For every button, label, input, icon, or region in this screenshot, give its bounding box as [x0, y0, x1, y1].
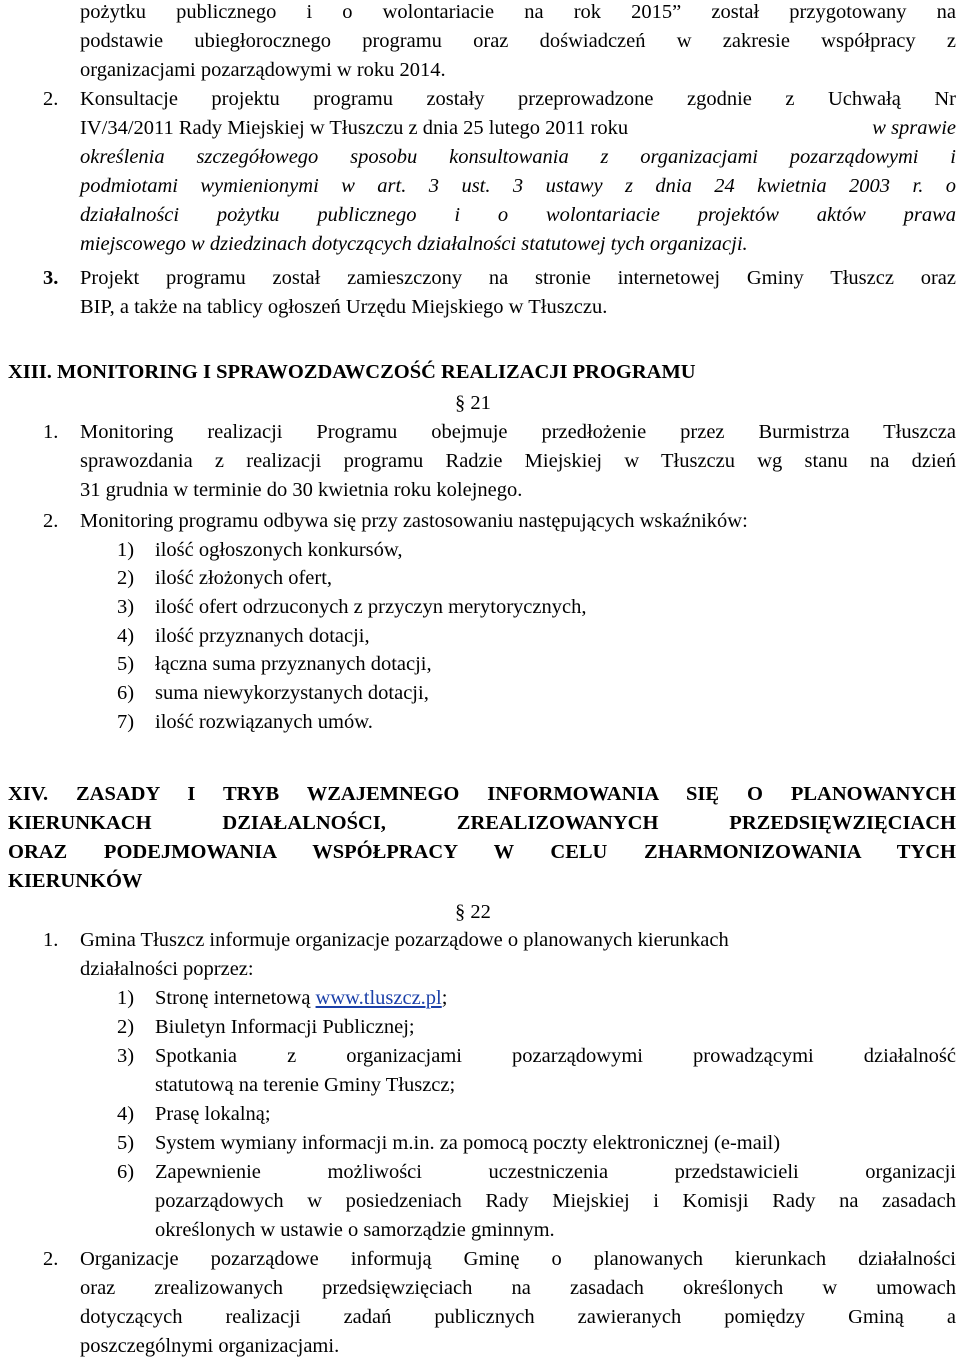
section-14-heading-line-1: XIV. ZASADY I TRYB WZAJEMNEGO INFORMOWANIA SIĘ O PLANOWANYCH	[8, 783, 956, 805]
way-1-text	[155, 984, 447, 1013]
indicator-number: 1)	[117, 539, 135, 561]
way-1-suffix: ;	[441, 987, 448, 1009]
way-number: 4)	[117, 1103, 135, 1125]
section-13-point-2-line-1: Monitoring programu odbywa się przy zastosowaniu następujących wskaźników:	[80, 510, 748, 532]
item-3-line-1: Projekt programu został zamieszczony na stronie internetowej Gminy Tłuszcz oraz	[80, 267, 956, 289]
way-1-label: Stronę internetową	[155, 987, 316, 1009]
section-14-point-2-line-1: Organizacje pozarządowe informują Gminę o planowanych kierunkach działalności	[80, 1248, 956, 1270]
item-2-line-5: działalności pożytku publicznego i o wolontariacie projektów aktów prawa	[80, 204, 956, 226]
intro-line-3: organizacjami pozarządowymi w roku 2014.	[80, 59, 446, 81]
indicator-number: 7)	[117, 711, 135, 733]
indicator-number: 4)	[117, 625, 135, 647]
way-number: 5)	[117, 1132, 135, 1154]
indicator-text: ilość przyznanych dotacji,	[155, 625, 370, 647]
item-2-line-4: podmiotami wymienionymi w art. 3 ust. 3 ustawy z dnia 24 kwietnia 2003 r. o	[80, 175, 956, 197]
section-13-point-1-line-2: sprawozdania z realizacji programu Radzie Miejskiej w Tłuszczu wg stanu na dzień	[80, 450, 956, 472]
indicator-text: ilość ogłoszonych konkursów,	[155, 539, 403, 561]
item-3-line-2: BIP, a także na tablicy ogłoszeń Urzędu Miejskiego w Tłuszczu.	[80, 296, 608, 318]
item-2-line-2-text: IV/34/2011 Rady Miejskiej w Tłuszczu z dnia 25 lutego 2011 roku	[80, 117, 629, 139]
way-number: 2)	[117, 1016, 135, 1038]
indicator-number: 3)	[117, 596, 135, 618]
section-14-point-1-line-2: działalności poprzez:	[80, 958, 254, 980]
website-link[interactable]: www.tluszcz.pl	[315, 987, 442, 1009]
indicator-text: ilość złożonych ofert,	[155, 567, 333, 589]
item-3-number: 3.	[43, 267, 59, 289]
way-number: 6)	[117, 1161, 135, 1183]
indicator-text: suma niewykorzystanych dotacji,	[155, 682, 429, 704]
section-13-heading: XIII. MONITORING I SPRAWOZDAWCZOŚĆ REALIZACJI PROGRAMU	[8, 361, 696, 383]
indicator-text: ilość rozwiązanych umów.	[155, 711, 373, 733]
way-3-line-1: Spotkania z organizacjami pozarządowymi prowadzącymi działalność	[155, 1045, 956, 1067]
indicator-text: ilość ofert odrzuconych z przyczyn merytorycznych,	[155, 596, 587, 618]
item-2-line-2-italic: w sprawie	[872, 117, 956, 139]
item-2-number: 2.	[43, 88, 59, 110]
intro-line-1: pożytku publicznego i o wolontariacie na rok 2015” został przygotowany na	[80, 1, 956, 23]
indicator-number: 6)	[117, 682, 135, 704]
item-2-line-2	[80, 114, 956, 143]
section-14-point-2-line-2: oraz zrealizowanych przedsięwzięciach na zasadach określonych w umowach	[80, 1277, 956, 1299]
way-5-text: System wymiany informacji m.in. za pomocą poczty elektronicznej (e-mail)	[155, 1132, 781, 1154]
section-14-point-2-line-4: poszczególnymi organizacjami.	[80, 1335, 340, 1357]
section-13-point-1-number: 1.	[43, 421, 59, 443]
item-2-line-3: określenia szczegółowego sposobu konsultowania z organizacjami pozarządowymi i	[80, 146, 956, 168]
item-2-line-6: miejscowego w dziedzinach dotyczących działalności statutowej tych organizacji.	[80, 233, 748, 255]
section-13-point-2-number: 2.	[43, 510, 59, 532]
way-number: 1)	[117, 987, 135, 1009]
section-13-paragraph-number: § 21	[455, 392, 491, 414]
section-14-point-1-number: 1.	[43, 929, 59, 951]
section-14-heading-line-2: KIERUNKACH DZIAŁALNOŚCI, ZREALIZOWANYCH PRZEDSIĘWZIĘCIACH	[8, 812, 956, 834]
section-14-paragraph-number: § 22	[455, 901, 491, 923]
section-14-point-2-line-3: dotyczących realizacji zadań publicznych zawieranych pomiędzy Gminą a	[80, 1306, 956, 1328]
section-13-point-1-line-1: Monitoring realizacji Programu obejmuje przedłożenie przez Burmistrza Tłuszcza	[80, 421, 956, 443]
section-14-heading-line-3: ORAZ PODEJMOWANIA WSPÓŁPRACY W CELU ZHARMONIZOWANIA TYCH	[8, 841, 956, 863]
section-13-point-1-line-3: 31 grudnia w terminie do 30 kwietnia roku kolejnego.	[80, 479, 523, 501]
section-14-point-2-number: 2.	[43, 1248, 59, 1270]
way-4-text: Prasę lokalną;	[155, 1103, 271, 1125]
way-6-line-2: pozarządowych w posiedzeniach Rady Miejskiej i Komisji Rady na zasadach	[155, 1190, 956, 1212]
item-2-line-1: Konsultacje projektu programu zostały przeprowadzone zgodnie z Uchwałą Nr	[80, 88, 956, 110]
indicator-number: 5)	[117, 653, 135, 675]
section-14-heading-line-4: KIERUNKÓW	[8, 870, 143, 892]
indicator-number: 2)	[117, 567, 135, 589]
way-3-line-2: statutową na terenie Gminy Tłuszcz;	[155, 1074, 456, 1096]
intro-line-2: podstawie ubiegłorocznego programu oraz doświadczeń w zakresie współpracy z	[80, 30, 956, 52]
indicator-text: łączna suma przyznanych dotacji,	[155, 653, 432, 675]
way-2-text: Biuletyn Informacji Publicznej;	[155, 1016, 415, 1038]
section-14-point-1-line-1: Gmina Tłuszcz informuje organizacje pozarządowe o planowanych kierunkach	[80, 929, 729, 951]
way-number: 3)	[117, 1045, 135, 1067]
way-6-line-3: określonych w ustawie o samorządzie gminnym.	[155, 1219, 555, 1241]
way-6-line-1: Zapewnienie możliwości uczestniczenia przedstawicieli organizacji	[155, 1161, 956, 1183]
